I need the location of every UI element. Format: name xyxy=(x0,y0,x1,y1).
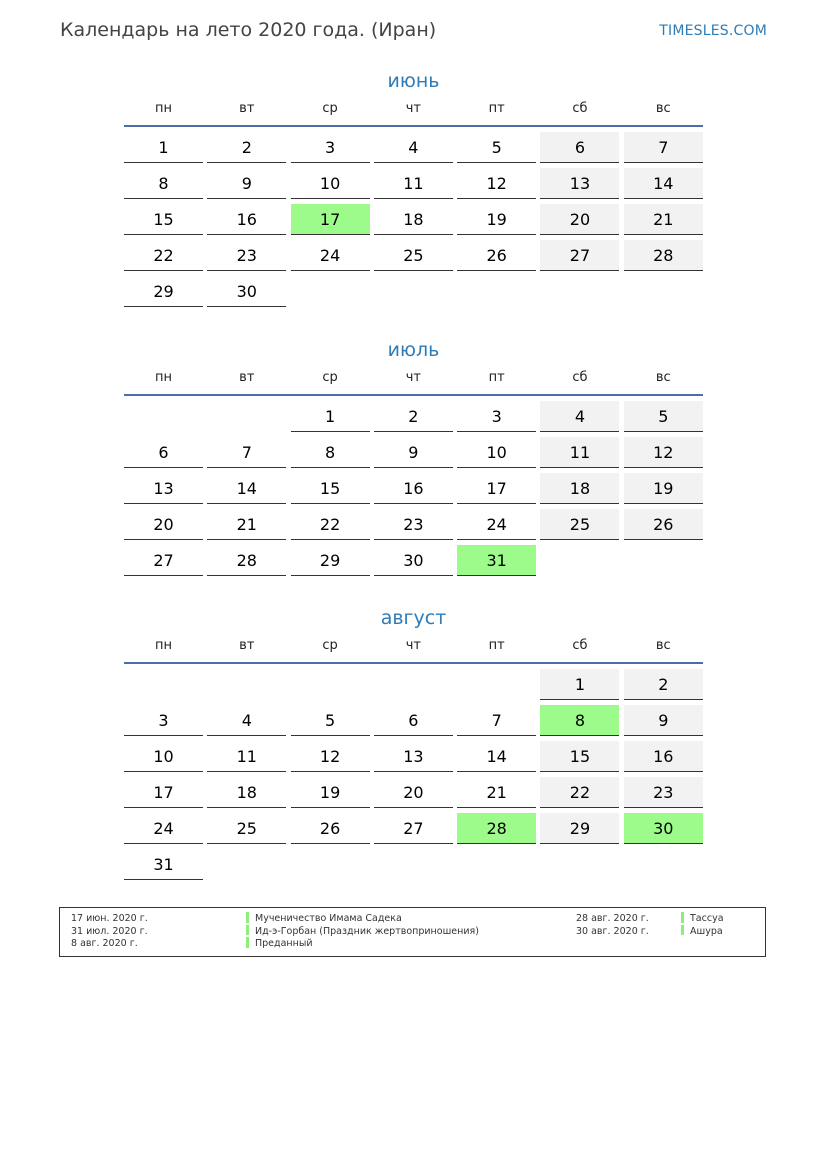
holiday-legend xyxy=(59,907,766,957)
day-cell[interactable]: 17 xyxy=(457,473,536,504)
weekday-label: вт xyxy=(239,638,255,653)
day-cell[interactable]: 14 xyxy=(207,473,286,504)
day-cell[interactable]: 20 xyxy=(124,509,203,540)
day-cell[interactable]: 13 xyxy=(374,741,453,772)
day-cell[interactable]: 9 xyxy=(374,437,453,468)
day-grid xyxy=(124,401,703,576)
day-cell[interactable]: 30 xyxy=(374,545,453,576)
holiday-day-cell[interactable]: 31 xyxy=(457,545,536,576)
weekday-label: ср xyxy=(322,370,338,385)
weekday-label: чт xyxy=(405,370,422,385)
empty-day-cell xyxy=(291,669,370,700)
day-cell[interactable]: 24 xyxy=(124,813,203,844)
weekend-day-cell[interactable]: 26 xyxy=(624,509,703,540)
weekday-label: сб xyxy=(572,101,588,116)
empty-day-cell xyxy=(207,669,286,700)
weekday-label: чт xyxy=(405,638,422,653)
legend-dates-left xyxy=(71,913,148,951)
legend-marker xyxy=(681,925,684,936)
weekend-day-cell[interactable]: 19 xyxy=(624,473,703,504)
weekday-label: вс xyxy=(655,101,671,116)
weekend-day-cell[interactable]: 6 xyxy=(540,132,619,163)
day-cell[interactable]: 10 xyxy=(457,437,536,468)
empty-day-cell xyxy=(207,401,286,432)
weekday-label: чт xyxy=(405,101,422,116)
holiday-day-cell[interactable]: 17 xyxy=(291,204,370,235)
holiday-day-cell[interactable]: 28 xyxy=(457,813,536,844)
day-cell[interactable]: 19 xyxy=(457,204,536,235)
weekend-day-cell[interactable]: 4 xyxy=(540,401,619,432)
weekend-day-cell[interactable]: 18 xyxy=(540,473,619,504)
header-divider xyxy=(124,394,703,396)
day-cell[interactable]: 4 xyxy=(374,132,453,163)
weekend-day-cell[interactable]: 12 xyxy=(624,437,703,468)
weekend-day-cell[interactable]: 9 xyxy=(624,705,703,736)
weekday-label: пн xyxy=(155,101,172,116)
day-cell[interactable]: 10 xyxy=(291,168,370,199)
day-cell[interactable]: 25 xyxy=(374,240,453,271)
day-cell[interactable]: 8 xyxy=(124,168,203,199)
empty-day-cell xyxy=(124,401,203,432)
empty-day-cell xyxy=(457,669,536,700)
weekday-label: вт xyxy=(239,370,255,385)
day-cell[interactable]: 28 xyxy=(207,545,286,576)
weekday-label: пт xyxy=(488,101,505,116)
day-cell[interactable]: 26 xyxy=(457,240,536,271)
day-cell[interactable]: 1 xyxy=(291,401,370,432)
day-cell[interactable]: 27 xyxy=(374,813,453,844)
day-cell[interactable]: 7 xyxy=(207,437,286,468)
weekend-day-cell[interactable]: 22 xyxy=(540,777,619,808)
weekday-label: вс xyxy=(655,370,671,385)
legend-color-markers-right xyxy=(681,912,684,937)
day-cell[interactable]: 1 xyxy=(124,132,203,163)
weekend-day-cell[interactable]: 13 xyxy=(540,168,619,199)
day-grid xyxy=(124,132,703,307)
legend-date: 8 авг. 2020 г. xyxy=(71,938,138,950)
weekend-day-cell[interactable]: 16 xyxy=(624,741,703,772)
weekend-day-cell[interactable]: 14 xyxy=(624,168,703,199)
header-divider xyxy=(124,125,703,127)
weekday-label: пн xyxy=(155,370,172,385)
weekday-header xyxy=(124,637,703,661)
day-cell[interactable]: 21 xyxy=(207,509,286,540)
day-cell[interactable]: 23 xyxy=(374,509,453,540)
day-cell[interactable]: 29 xyxy=(291,545,370,576)
weekend-day-cell[interactable]: 11 xyxy=(540,437,619,468)
day-cell[interactable]: 17 xyxy=(124,777,203,808)
legend-color-markers-left xyxy=(246,912,249,950)
day-cell[interactable]: 3 xyxy=(457,401,536,432)
day-cell[interactable]: 6 xyxy=(374,705,453,736)
day-cell[interactable]: 26 xyxy=(291,813,370,844)
day-cell[interactable]: 22 xyxy=(291,509,370,540)
weekday-label: вс xyxy=(655,638,671,653)
header-divider xyxy=(124,662,703,664)
day-cell[interactable]: 22 xyxy=(124,240,203,271)
weekday-label: ср xyxy=(322,101,338,116)
weekend-day-cell[interactable]: 20 xyxy=(540,204,619,235)
day-cell[interactable]: 29 xyxy=(124,276,203,307)
weekend-day-cell[interactable]: 29 xyxy=(540,813,619,844)
empty-day-cell xyxy=(374,669,453,700)
weekend-day-cell[interactable]: 5 xyxy=(624,401,703,432)
weekend-day-cell[interactable]: 27 xyxy=(540,240,619,271)
legend-holiday-name: Мученичество Имама Садека xyxy=(255,913,402,924)
day-cell[interactable]: 27 xyxy=(124,545,203,576)
month-title: июнь xyxy=(387,70,440,92)
weekday-header xyxy=(124,100,703,124)
day-cell[interactable]: 31 xyxy=(124,849,203,880)
weekend-day-cell[interactable]: 1 xyxy=(540,669,619,700)
weekday-label: пн xyxy=(155,638,172,653)
legend-marker xyxy=(246,925,249,936)
weekday-header xyxy=(124,369,703,393)
day-cell[interactable]: 16 xyxy=(207,204,286,235)
day-cell[interactable]: 3 xyxy=(291,132,370,163)
weekday-label: вт xyxy=(239,101,255,116)
weekday-label: сб xyxy=(572,638,588,653)
day-cell[interactable]: 11 xyxy=(374,168,453,199)
weekend-day-cell[interactable]: 15 xyxy=(540,741,619,772)
day-cell[interactable]: 13 xyxy=(124,473,203,504)
day-cell[interactable]: 14 xyxy=(457,741,536,772)
day-cell[interactable]: 16 xyxy=(374,473,453,504)
legend-marker xyxy=(246,912,249,923)
day-cell[interactable]: 30 xyxy=(207,276,286,307)
weekday-label: пт xyxy=(488,638,505,653)
day-cell[interactable]: 9 xyxy=(207,168,286,199)
weekend-day-cell[interactable]: 25 xyxy=(540,509,619,540)
day-cell[interactable]: 20 xyxy=(374,777,453,808)
holiday-day-cell[interactable]: 30 xyxy=(624,813,703,844)
weekend-day-cell[interactable]: 23 xyxy=(624,777,703,808)
day-cell[interactable]: 19 xyxy=(291,777,370,808)
weekend-day-cell[interactable]: 2 xyxy=(624,669,703,700)
month-june xyxy=(124,70,703,307)
legend-marker xyxy=(246,937,249,948)
legend-date: 30 авг. 2020 г. xyxy=(576,925,649,937)
legend-date: 28 авг. 2020 г. xyxy=(576,913,649,924)
weekend-day-cell[interactable]: 7 xyxy=(624,132,703,163)
legend-marker xyxy=(681,912,684,923)
month-title: август xyxy=(380,607,447,629)
day-cell[interactable]: 3 xyxy=(124,705,203,736)
day-cell[interactable]: 15 xyxy=(124,204,203,235)
holiday-day-cell[interactable]: 8 xyxy=(540,705,619,736)
day-cell[interactable]: 12 xyxy=(457,168,536,199)
weekday-label: пт xyxy=(488,370,505,385)
legend-holiday-name: Преданный xyxy=(255,938,313,950)
day-cell[interactable]: 6 xyxy=(124,437,203,468)
month-title: июль xyxy=(387,339,440,361)
day-cell[interactable]: 18 xyxy=(374,204,453,235)
legend-date: 17 июн. 2020 г. xyxy=(71,913,148,924)
legend-holiday-name: Тассуа xyxy=(690,913,724,924)
day-cell[interactable]: 8 xyxy=(291,437,370,468)
legend-names-left xyxy=(255,913,479,951)
day-cell[interactable]: 18 xyxy=(207,777,286,808)
site-brand-link[interactable]: TIMESLES.COM xyxy=(659,23,767,39)
day-cell[interactable]: 5 xyxy=(457,132,536,163)
day-cell[interactable]: 24 xyxy=(457,509,536,540)
day-cell[interactable]: 23 xyxy=(207,240,286,271)
day-cell[interactable]: 11 xyxy=(207,741,286,772)
day-cell[interactable]: 2 xyxy=(374,401,453,432)
weekday-label: сб xyxy=(572,370,588,385)
day-cell[interactable]: 21 xyxy=(457,777,536,808)
weekday-label: ср xyxy=(322,638,338,653)
legend-names-right xyxy=(690,913,724,938)
day-cell[interactable]: 5 xyxy=(291,705,370,736)
empty-day-cell xyxy=(124,669,203,700)
legend-date: 31 июл. 2020 г. xyxy=(71,925,148,937)
month-august xyxy=(124,607,703,880)
legend-dates-right xyxy=(576,913,649,938)
legend-holiday-name: Ашура xyxy=(690,925,723,937)
day-cell[interactable]: 4 xyxy=(207,705,286,736)
day-cell[interactable]: 24 xyxy=(291,240,370,271)
weekend-day-cell[interactable]: 21 xyxy=(624,204,703,235)
day-cell[interactable]: 15 xyxy=(291,473,370,504)
day-cell[interactable]: 2 xyxy=(207,132,286,163)
weekend-day-cell[interactable]: 28 xyxy=(624,240,703,271)
day-cell[interactable]: 7 xyxy=(457,705,536,736)
month-july xyxy=(124,339,703,576)
page-title: Календарь на лето 2020 года. (Иран) xyxy=(60,19,437,41)
legend-holiday-name: Ид-э-Горбан (Праздник жертвоприношения) xyxy=(255,925,479,937)
day-grid xyxy=(124,669,703,880)
day-cell[interactable]: 12 xyxy=(291,741,370,772)
day-cell[interactable]: 10 xyxy=(124,741,203,772)
day-cell[interactable]: 25 xyxy=(207,813,286,844)
